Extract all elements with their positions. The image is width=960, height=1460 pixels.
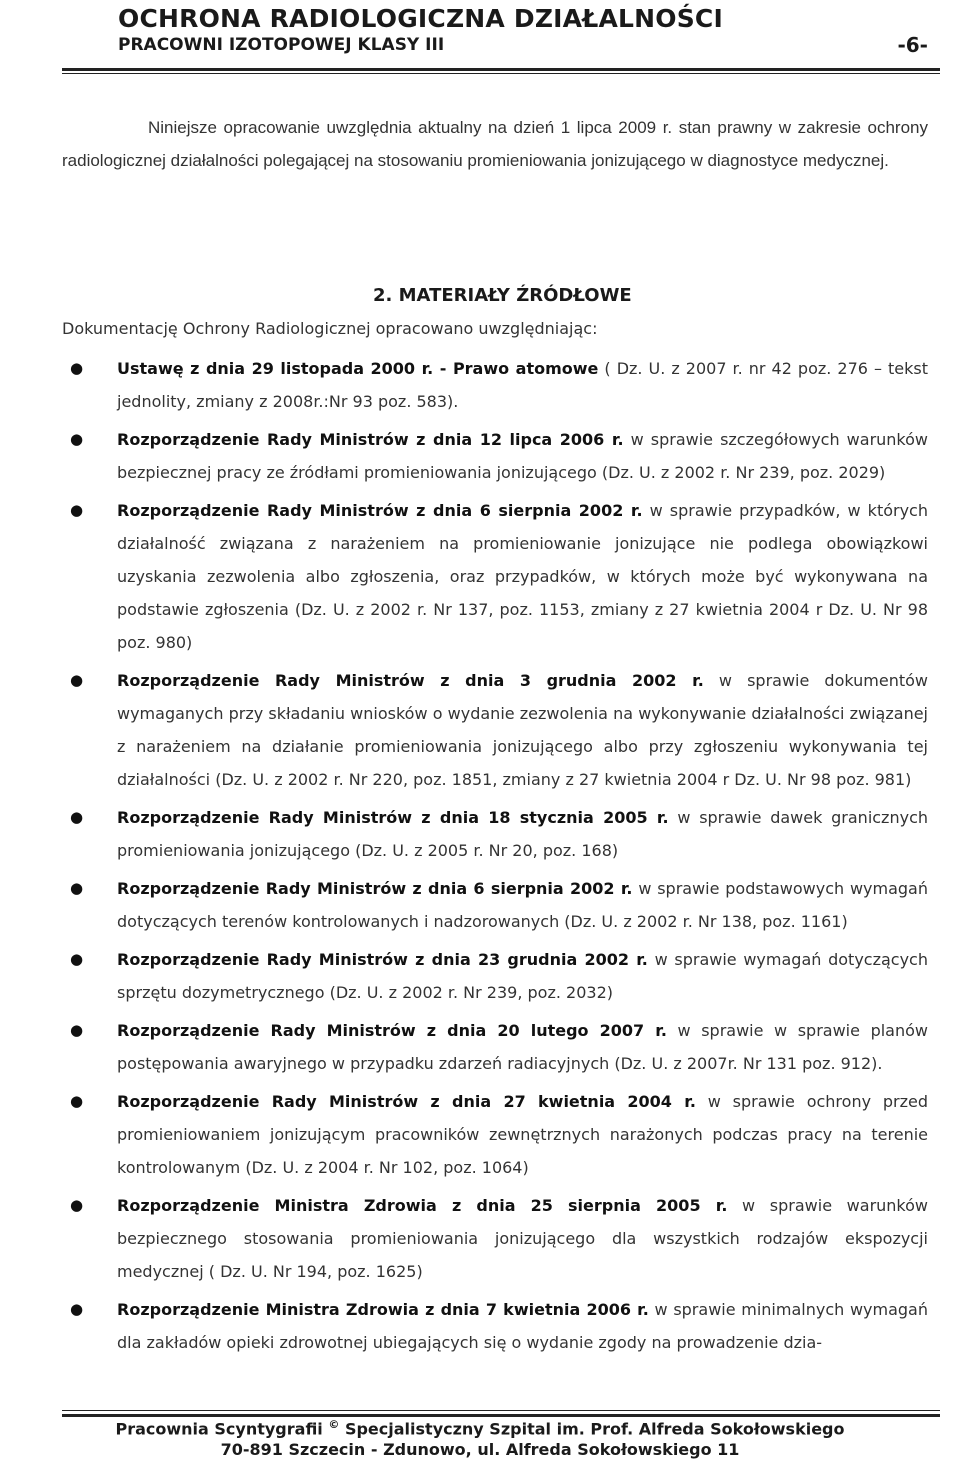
footer-line-1: Pracownia Scyntygrafii © Specjalistyczny Szpital im. Prof. Alfreda Sokołowskiego [115, 1418, 845, 1439]
bullet-icon: ● [70, 950, 84, 968]
bullet-icon: ● [70, 1021, 84, 1039]
header-subtitle: PRACOWNI IZOTOPOWEJ KLASY III [118, 35, 445, 55]
page-header [118, 4, 938, 56]
header-title: OCHRONA RADIOLOGICZNA DZIAŁALNOŚCI [118, 4, 723, 33]
bullet-icon: ● [70, 430, 84, 448]
list-item: ● Ustawę z dnia 29 listopada 2000 r. - Prawo atomowe ( Dz. U. z 2007 r. nr 42 poz. 276 – tekst jednolity, zmiany z 2008r.:Nr 93 poz. 583). [62, 352, 928, 418]
bullet-icon: ● [70, 1092, 84, 1110]
page-number: -6- [897, 33, 928, 57]
bullet-icon: ● [70, 359, 84, 377]
section-title: 2. MATERIAŁY ŹRÓDŁOWE [373, 285, 632, 306]
list-item: ● Rozporządzenie Rady Ministrów z dnia 6 sierpnia 2002 r. w sprawie przypadków, w których działalność związana z narażeniem na promieniowanie jonizujące nie podlega obowiązkowi uzyskania zezwolenia albo zgłoszenia, oraz przypadków, w których może być wykonywana na podstawie zgłoszenia (Dz. U. z 2002 r. Nr 137, poz. 1153, zmiany z 27 kwietnia 2004 r Dz. U. Nr 98 poz. 980) [62, 494, 928, 659]
list-item: ● Rozporządzenie Rady Ministrów z dnia 3 grudnia 2002 r. w sprawie dokumentów wymaganych przy składaniu wniosków o wydanie zezwolenia na wykonywanie działalności związanej z narażeniem na działanie promieniowania jonizującego albo przy zgłoszeniu wykonywania tej działalności (Dz. U. z 2002 r. Nr 220, poz. 1851, zmiany z 27 kwietnia 2004 r Dz. U. Nr 98 poz. 981) [62, 664, 928, 796]
footer-rule [62, 1414, 940, 1417]
sources-list [62, 352, 928, 1364]
bullet-icon: ● [70, 1300, 84, 1318]
list-item: ● Rozporządzenie Rady Ministrów z dnia 20 lutego 2007 r. w sprawie w sprawie planów postępowania awaryjnego w przypadku zdarzeń radiacyjnych (Dz. U. z 2007r. Nr 131 poz. 912). [62, 1014, 928, 1080]
bullet-icon: ● [70, 501, 84, 519]
list-item: ● Rozporządzenie Rady Ministrów z dnia 12 lipca 2006 r. w sprawie szczegółowych warunków bezpiecznej pracy ze źródłami promieniowania jonizującego (Dz. U. z 2002 r. Nr 239, poz. 2029) [62, 423, 928, 489]
section-lead: Dokumentację Ochrony Radiologicznej opracowano uwzględniając: [62, 319, 598, 338]
list-item: ● Rozporządzenie Rady Ministrów z dnia 27 kwietnia 2004 r. w sprawie ochrony przed promieniowaniem jonizującym pracowników zewnętrznych narażonych podczas pracy na terenie kontrolowanym (Dz. U. z 2004 r. Nr 102, poz. 1064) [62, 1085, 928, 1184]
bullet-icon: ● [70, 1196, 84, 1214]
intro-paragraph: Niniejsze opracowanie uwzględnia aktualny na dzień 1 lipca 2009 r. stan prawny w zakresie ochrony radiologicznej działalności polegającej na stosowaniu promieniowania jonizującego w diagnostyce medycznej. [62, 118, 928, 170]
copyright-icon: © [328, 1418, 340, 1431]
list-item: ● Rozporządzenie Rady Ministrów z dnia 23 grudnia 2002 r. w sprawie wymagań dotyczących sprzętu dozymetrycznego (Dz. U. z 2002 r. Nr 239, poz. 2032) [62, 943, 928, 1009]
header-rule [62, 68, 940, 71]
list-item: ● Rozporządzenie Ministra Zdrowia z dnia 25 sierpnia 2005 r. w sprawie warunków bezpiecznego stosowania promieniowania jonizującego dla wszystkich rodzajów ekspozycji medycznej ( Dz. U. Nr 194, poz. 1625) [62, 1189, 928, 1288]
header-rule-thin [62, 73, 940, 74]
bullet-icon: ● [70, 808, 84, 826]
list-item: ● Rozporządzenie Rady Ministrów z dnia 6 sierpnia 2002 r. w sprawie podstawowych wymagań dotyczących terenów kontrolowanych i nadzorowanych (Dz. U. z 2002 r. Nr 138, poz. 1161) [62, 872, 928, 938]
list-item: ● Rozporządzenie Ministra Zdrowia z dnia 7 kwietnia 2006 r. w sprawie minimalnych wymagań dla zakładów opieki zdrowotnej ubiegających się o wydanie zgody na prowadzenie dzia- [62, 1293, 928, 1359]
bullet-icon: ● [70, 879, 84, 897]
bullet-icon: ● [70, 671, 84, 689]
footer-rule-thin [62, 1410, 940, 1411]
list-item: ● Rozporządzenie Rady Ministrów z dnia 18 stycznia 2005 r. w sprawie dawek granicznych promieniowania jonizującego (Dz. U. z 2005 r. Nr 20, poz. 168) [62, 801, 928, 867]
footer-line-2: 70-891 Szczecin - Zdunowo, ul. Alfreda Sokołowskiego 11 [220, 1440, 740, 1459]
